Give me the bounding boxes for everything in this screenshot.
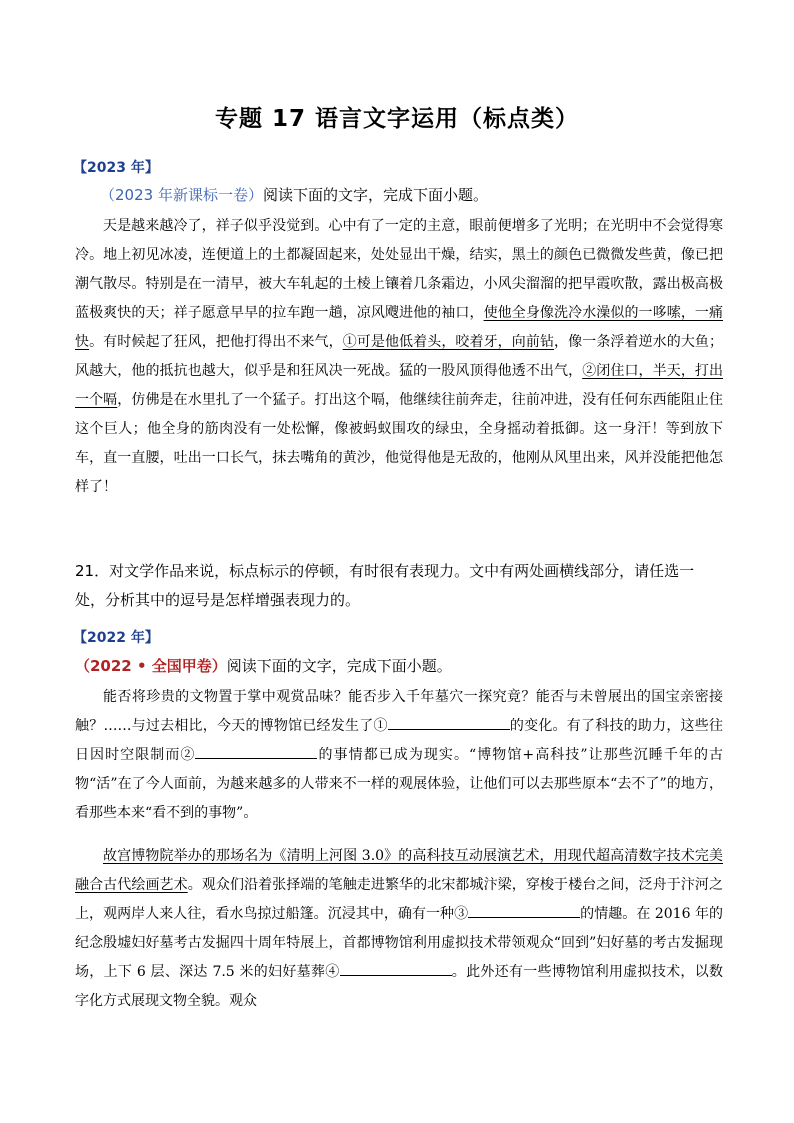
passage-text: 天是越来越冷了，祥子似乎没觉到。心中有了一定的主意，眼前便增多了光明；在光明中不会觉得寒冷。地上初见冰凌，连便道上的土都凝固起来，处处显出干燥，结实，黑土的颜色已微微发些黄，像已把潮气散尽。特别是在一清早，被大车轧起的土棱上镶着几条霜边，小风尖溜溜的把早霞吹散，露出极高极蓝极爽快的天；祥子愿意早早的拉车跑一趟，凉风飕进他的袖口， [75, 218, 723, 321]
blank-1 [388, 715, 510, 730]
passage-text: 的情趣。在 2016 年的纪念殷墟妇好墓考古发掘四十周年特展上，首都博物馆利用虚拟技术带领观众“回到”妇好墓的考古发掘现场，上下 6 层、深达 7.5 米的妇好墓葬 [75, 906, 724, 980]
blank-4-marker: ④ [325, 964, 340, 980]
page-title: 专题 17 语言文字运用（标点类） [214, 106, 580, 132]
blank-3 [468, 903, 580, 918]
blank-2 [195, 744, 317, 759]
passage-text: ，仿佛是在水里扎了一个猛子。打出这个嗝，他继续往前奔走，往前冲进，没有任何东西能阻止住这个巨人；他全身的筋肉没有一处松懈，像被蚂蚁围攻的绿虫，全身摇动着抵御。这一身汗！等到放下车，直一直腰，吐出一口长气，抹去嘴角的黄沙，他觉得他是无敌的，他刚从风里出来，风并没能把他怎样了！ [75, 392, 724, 495]
passage-text: 。观众们沿着张择端的笔触走进繁华的北宋都城汴梁，穿梭于楼台之间，泛舟于汴河之上，观两岸人来人往，看水鸟掠过船篷。沉浸其中，确有一种 [75, 877, 724, 922]
source-2022: （2022 • 全国甲卷） [75, 657, 227, 675]
passage-text: 能否将珍贵的文物置于掌中观赏品味？能否步入千年墓穴一探究竟？能否与未曾展出的国宝亲密接触？……与过去相比，今天的博物馆已经发生了① [75, 689, 723, 734]
intro-2022 [75, 655, 452, 676]
passage-text: 的事情都已成为现实。“博物馆+高科技”让那些沉睡千年的古物“活”在了今人面前，为越来越多的人带来不一样的观展体验，让他们可以去那些原本“去不了”的地方，看那些本来“看不到的事物”。 [75, 747, 724, 821]
passage-text: 。此外还有一些博物馆利用虚拟技术，以数字化方式展现文物全貌。观众 [75, 964, 724, 1009]
question-21: 21．对文学作品来说，标点标示的停顿，有时很有表现力。文中有两处画横线部分，请任选一处，分析其中的逗号是怎样增强表现力的。 [75, 562, 695, 609]
underlined-phrase-1: 使他全身像洗冷水澡似的一哆嗦，一痛快 [75, 305, 723, 350]
source-2023: （2023 年新课标一卷） [100, 186, 263, 204]
passage-2023 [75, 212, 723, 502]
blank-4 [340, 961, 452, 976]
passage-2022-paragraph-1 [75, 683, 723, 828]
underlined-phrase-3: ②闭住口，半天，打出一个嗝 [75, 363, 724, 408]
passage-2022-p2 [75, 842, 723, 1016]
passage-2022-paragraph-2 [75, 842, 723, 1016]
passage-2023-paragraph [75, 212, 723, 502]
blank-3-marker: ③ [454, 906, 469, 922]
intro-2022-text: 阅读下面的文字，完成下面小题。 [226, 657, 452, 675]
underlined-sentence: 故宫博物院举办的那场名为《清明上河图 3.0》的高科技互动展演艺术，用现代超高清数字技术完美融合古代绘画艺术 [75, 848, 723, 893]
passage-2022-p1 [75, 683, 723, 828]
year-tag-2022: 【2022 年】 [73, 630, 159, 646]
passage-text: ，像一条浮着逆水的大鱼；风越大，他的抵抗也越大，似乎是和狂风决一死战。猛的一股风顶得他透不出气， [75, 334, 724, 379]
intro-2023 [100, 184, 488, 205]
year-tag-2023: 【2023 年】 [73, 160, 159, 176]
passage-text: 。有时候起了狂风，把他打得出不来气， [89, 334, 343, 350]
intro-2023-text: 阅读下面的文字，完成下面小题。 [262, 186, 488, 204]
underlined-phrase-2: ①可是他低着头，咬着牙，向前钻 [342, 334, 555, 350]
passage-text: 的变化。有了科技的助力，这些往日因时空限制而② [75, 718, 724, 763]
